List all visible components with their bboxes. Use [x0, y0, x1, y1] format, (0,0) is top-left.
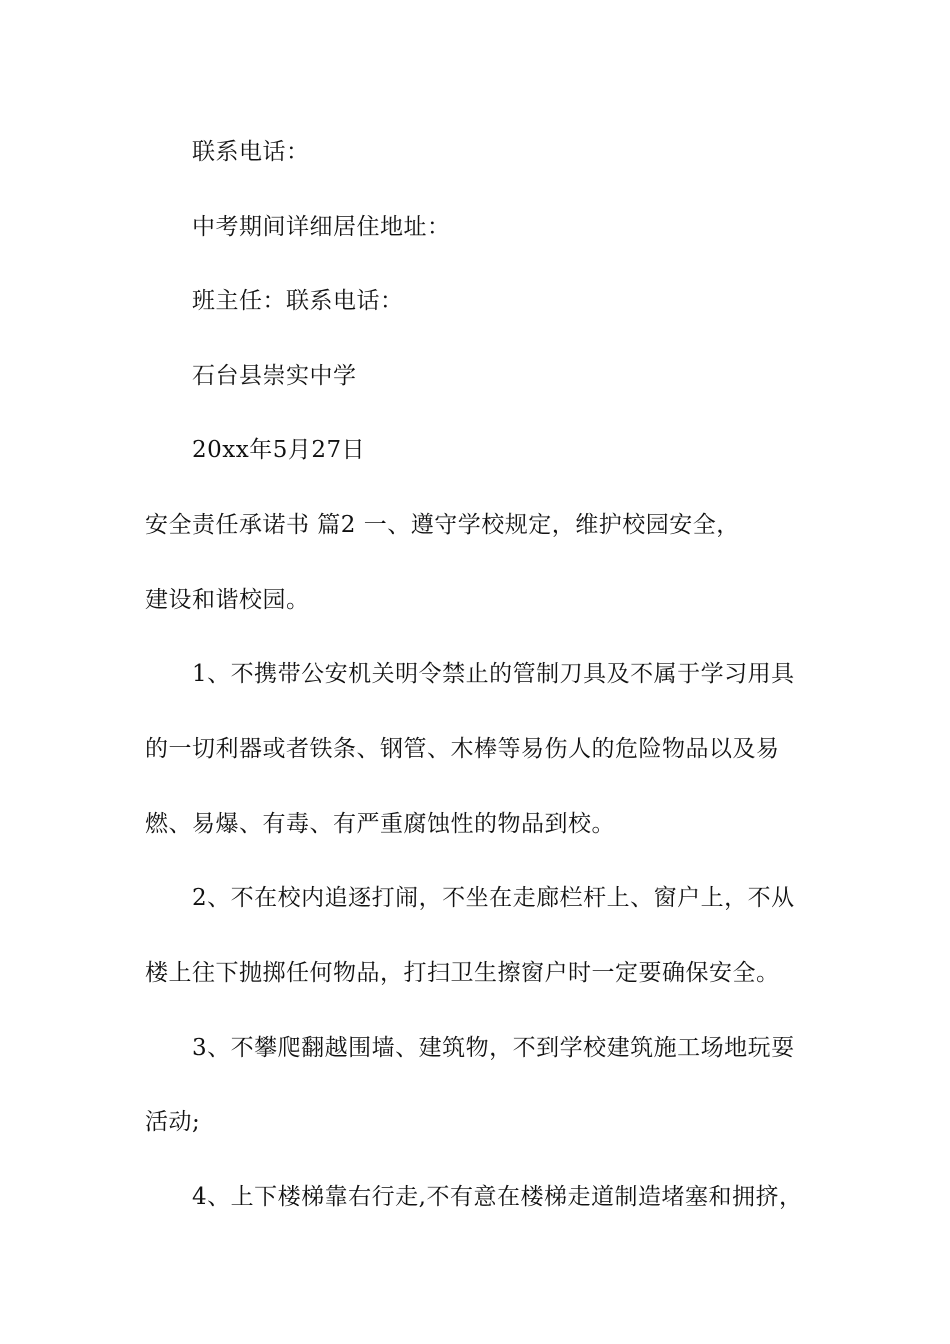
body-text-line: 燃、易爆、有毒、有严重腐蚀性的物品到校。: [145, 811, 615, 837]
school-name-line: 石台县崇实中学: [192, 363, 357, 389]
rule-3-line: 3、不攀爬翻越围墙、建筑物，不到学校建筑施工场地玩耍: [192, 1035, 795, 1061]
contact-phone-line: 联系电话：: [192, 139, 310, 165]
head-teacher-line: 班主任：联系电话：: [192, 288, 404, 314]
body-text-line: 活动;: [145, 1109, 201, 1135]
rule-2-line: 2、不在校内追逐打闹，不坐在走廊栏杆上、窗户上，不从: [192, 885, 795, 911]
body-text-line: 的一切利器或者铁条、钢管、木棒等易伤人的危险物品以及易: [145, 736, 780, 762]
rule-4-line: 4、上下楼梯靠右行走,不有意在楼梯走道制造堵塞和拥挤，: [192, 1184, 803, 1210]
date-line: 20xx年5月27日: [192, 437, 366, 463]
section-heading-line: 安全责任承诺书 篇2 一、遵守学校规定，维护校园安全，: [145, 512, 740, 538]
exam-address-line: 中考期间详细居住地址：: [192, 214, 451, 240]
body-text-line: 建设和谐校园。: [145, 587, 310, 613]
rule-1-line: 1、不携带公安机关明令禁止的管制刀具及不属于学习用具: [192, 661, 795, 687]
body-text-line: 楼上往下抛掷任何物品，打扫卫生擦窗户时一定要确保安全。: [145, 960, 780, 986]
